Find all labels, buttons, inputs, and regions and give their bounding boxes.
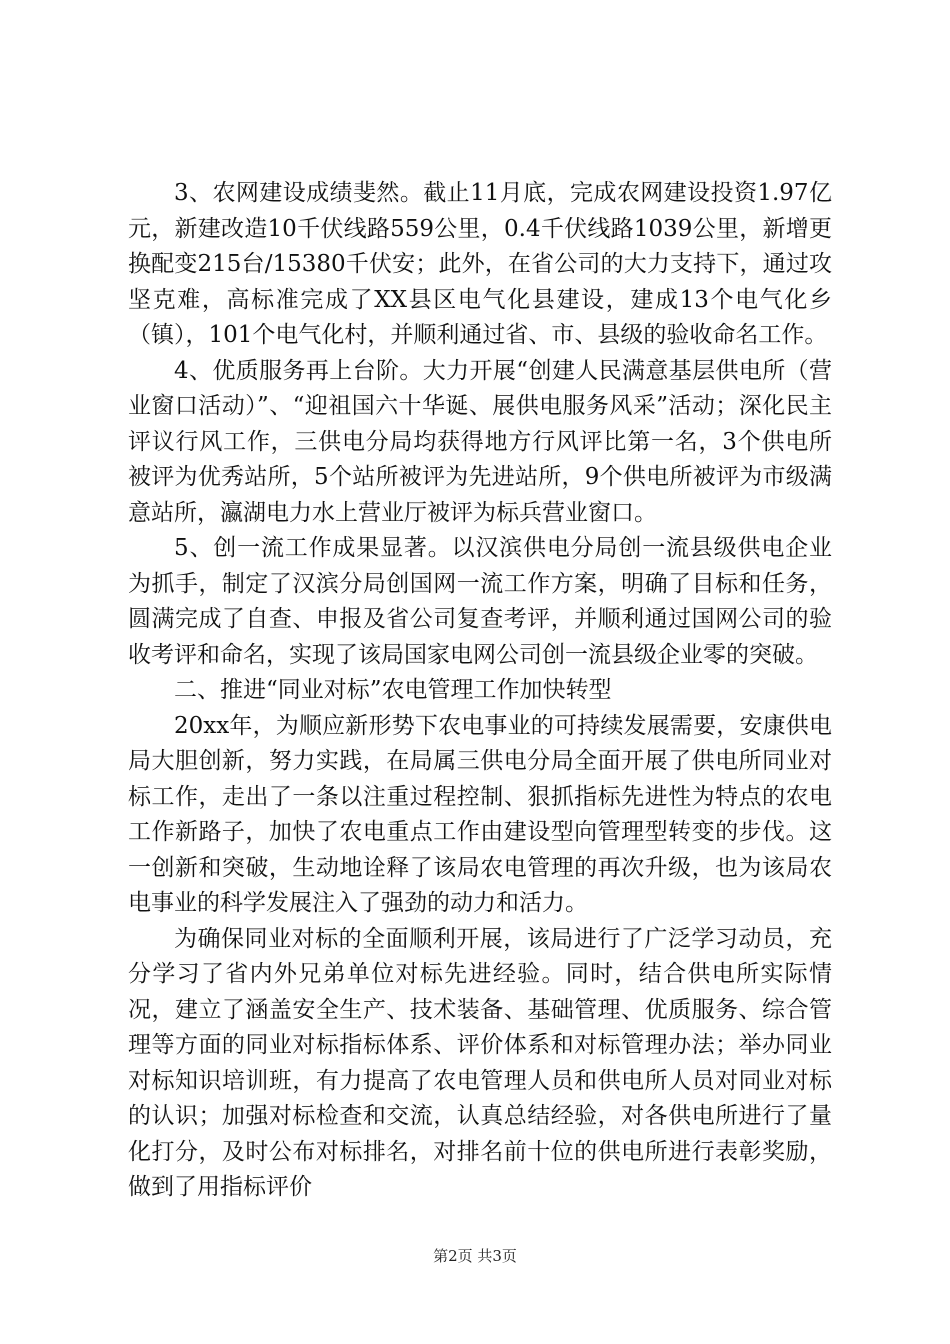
paragraph-benchmarking-measures: 为确保同业对标的全面顺利开展，该局进行了广泛学习动员，充分学习了省内外兄弟单位对标先进经验。同时，结合供电所实际情况，建立了涵盖安全生产、技术装备、基础管理、优质服务、综合管理等方面的同业对标指标体系、评价体系和对标管理办法；举办同业对标知识培训班，有力提高了农电管理人员和供电所人员对同业对标的认识；加强对标检查和交流，认真总结经验，对各供电所进行了量化打分，及时公布对标排名，对排名前十位的供电所进行表彰奖励，做到了用指标评价 bbox=[128, 925, 832, 1200]
document-body bbox=[128, 176, 832, 1206]
paragraph-first-class-work: 5、创一流工作成果显著。以汉滨供电分局创一流县级供电企业为抓手，制定了汉滨分局创国网一流工作方案，明确了目标和任务，圆满完成了自查、申报及省公司复查考评，并顺利通过国网公司的验收考评和命名，实现了该局国家电网公司创一流县级企业零的突破。 bbox=[128, 535, 832, 668]
page-footer: 第2页 共3页 bbox=[433, 1247, 517, 1265]
section-heading-benchmarking: 二、推进“同业对标”农电管理工作加快转型 bbox=[174, 677, 612, 703]
paragraph-benchmarking-intro: 20xx年，为顺应新形势下农电事业的可持续发展需要，安康供电局大胆创新，努力实践，在局属三供电分局全面开展了供电所同业对标工作，走出了一条以注重过程控制、狠抓指标先进性为特点的农电工作新路子，加快了农电重点工作由建设型向管理型转变的步伐。这一创新和突破，生动地诠释了该局农电管理的再次升级，也为该局农电事业的科学发展注入了强劲的动力和活力。 bbox=[128, 712, 832, 916]
paragraph-quality-service: 4、优质服务再上台阶。大力开展“创建人民满意基层供电所（营业窗口活动）”、“迎祖国六十华诞、展供电服务风采”活动；深化民主评议行风工作，三供电分局均获得地方行风评比第一名，3个供电所被评为优秀站所，5个站所被评为先进站所，9个供电所被评为市级满意站所，瀛湖电力水上营业厅被评为标兵营业窗口。 bbox=[128, 357, 832, 526]
paragraph-rural-grid-construction: 3、农网建设成绩斐然。截止11月底，完成农网建设投资1.97亿元，新建改造10千伏线路559公里，0.4千伏线路1039公里，新增更换配变215台/15380千伏安；此外，在省公司的大力支持下，通过攻坚克难，高标准完成了XX县区电气化县建设，建成13个电气化乡（镇），101个电气化村，并顺利通过省、市、县级的验收命名工作。 bbox=[128, 180, 832, 348]
